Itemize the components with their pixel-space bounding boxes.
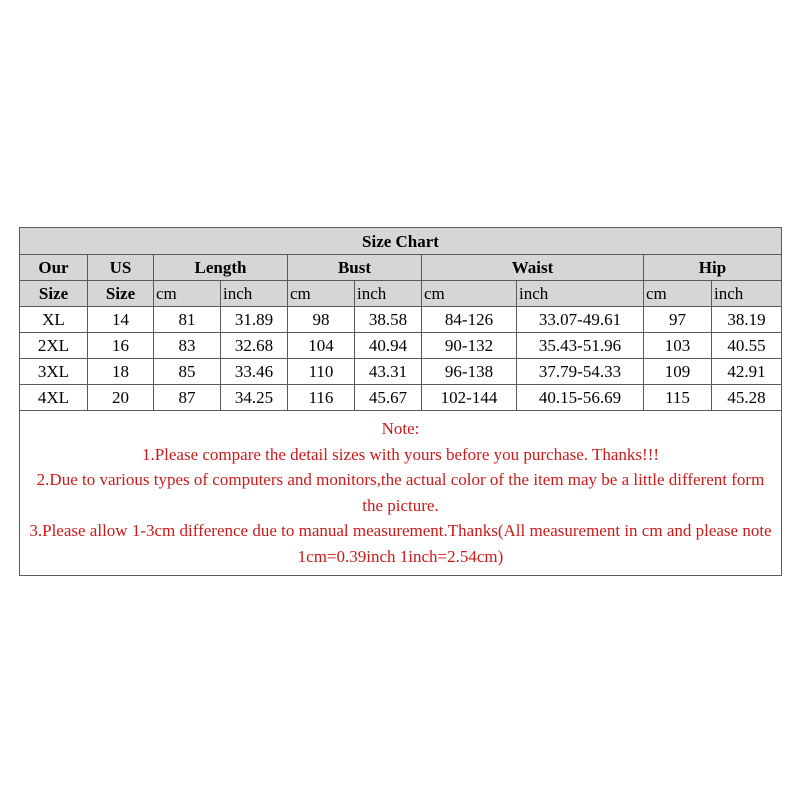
header-us-size-2: Size	[88, 281, 154, 307]
unit-length-cm: cm	[154, 281, 221, 307]
cell-bust-cm: 104	[288, 333, 355, 359]
cell-hip-cm: 103	[644, 333, 712, 359]
note-line-2: 2.Due to various types of computers and monitors,the actual color of the item may be a little different form the picture.	[36, 470, 765, 515]
table-row	[20, 333, 782, 359]
cell-waist-inch: 40.15-56.69	[517, 385, 644, 411]
cell-us-size: 14	[88, 307, 154, 333]
cell-us-size: 18	[88, 359, 154, 385]
cell-waist-cm: 90-132	[422, 333, 517, 359]
table-row	[20, 359, 782, 385]
header-length: Length	[154, 255, 288, 281]
unit-hip-cm: cm	[644, 281, 712, 307]
unit-bust-inch: inch	[355, 281, 422, 307]
note-section	[20, 411, 782, 576]
cell-hip-inch: 40.55	[712, 333, 782, 359]
unit-hip-inch: inch	[712, 281, 782, 307]
cell-hip-cm: 109	[644, 359, 712, 385]
header-our-size-2: Size	[20, 281, 88, 307]
header-us-size: US	[88, 255, 154, 281]
cell-hip-inch: 42.91	[712, 359, 782, 385]
cell-bust-inch: 38.58	[355, 307, 422, 333]
size-chart	[19, 227, 781, 576]
cell-hip-cm: 97	[644, 307, 712, 333]
cell-our-size: 2XL	[20, 333, 88, 359]
cell-bust-inch: 40.94	[355, 333, 422, 359]
cell-length-inch: 33.46	[221, 359, 288, 385]
cell-length-inch: 34.25	[221, 385, 288, 411]
cell-length-cm: 87	[154, 385, 221, 411]
unit-length-inch: inch	[221, 281, 288, 307]
unit-waist-cm: cm	[422, 281, 517, 307]
cell-our-size: 4XL	[20, 385, 88, 411]
cell-waist-cm: 84-126	[422, 307, 517, 333]
cell-bust-cm: 110	[288, 359, 355, 385]
cell-length-inch: 31.89	[221, 307, 288, 333]
cell-our-size: 3XL	[20, 359, 88, 385]
cell-hip-cm: 115	[644, 385, 712, 411]
unit-bust-cm: cm	[288, 281, 355, 307]
cell-bust-cm: 98	[288, 307, 355, 333]
size-chart-table	[19, 227, 782, 576]
cell-length-cm: 83	[154, 333, 221, 359]
cell-waist-inch: 35.43-51.96	[517, 333, 644, 359]
cell-bust-cm: 116	[288, 385, 355, 411]
cell-waist-inch: 33.07-49.61	[517, 307, 644, 333]
note-line-3: 3.Please allow 1-3cm difference due to manual measurement.Thanks(All measurement in cm and please note 1cm=0.39inch 1inch=2.54cm)	[29, 521, 772, 566]
cell-length-cm: 81	[154, 307, 221, 333]
cell-us-size: 16	[88, 333, 154, 359]
cell-length-cm: 85	[154, 359, 221, 385]
cell-hip-inch: 38.19	[712, 307, 782, 333]
note-line-1: 1.Please compare the detail sizes with yours before you purchase. Thanks!!!	[141, 444, 660, 464]
header-our-size: Our	[20, 255, 88, 281]
cell-bust-inch: 45.67	[355, 385, 422, 411]
table-row	[20, 385, 782, 411]
cell-us-size: 20	[88, 385, 154, 411]
cell-bust-inch: 43.31	[355, 359, 422, 385]
cell-waist-cm: 102-144	[422, 385, 517, 411]
cell-length-inch: 32.68	[221, 333, 288, 359]
cell-our-size: XL	[20, 307, 88, 333]
header-waist: Waist	[422, 255, 644, 281]
header-bust: Bust	[288, 255, 422, 281]
table-row	[20, 307, 782, 333]
cell-hip-inch: 45.28	[712, 385, 782, 411]
size-chart-title: Size Chart	[20, 228, 782, 255]
unit-waist-inch: inch	[517, 281, 644, 307]
note-heading: Note:	[381, 419, 420, 438]
header-hip: Hip	[644, 255, 782, 281]
cell-waist-cm: 96-138	[422, 359, 517, 385]
cell-waist-inch: 37.79-54.33	[517, 359, 644, 385]
